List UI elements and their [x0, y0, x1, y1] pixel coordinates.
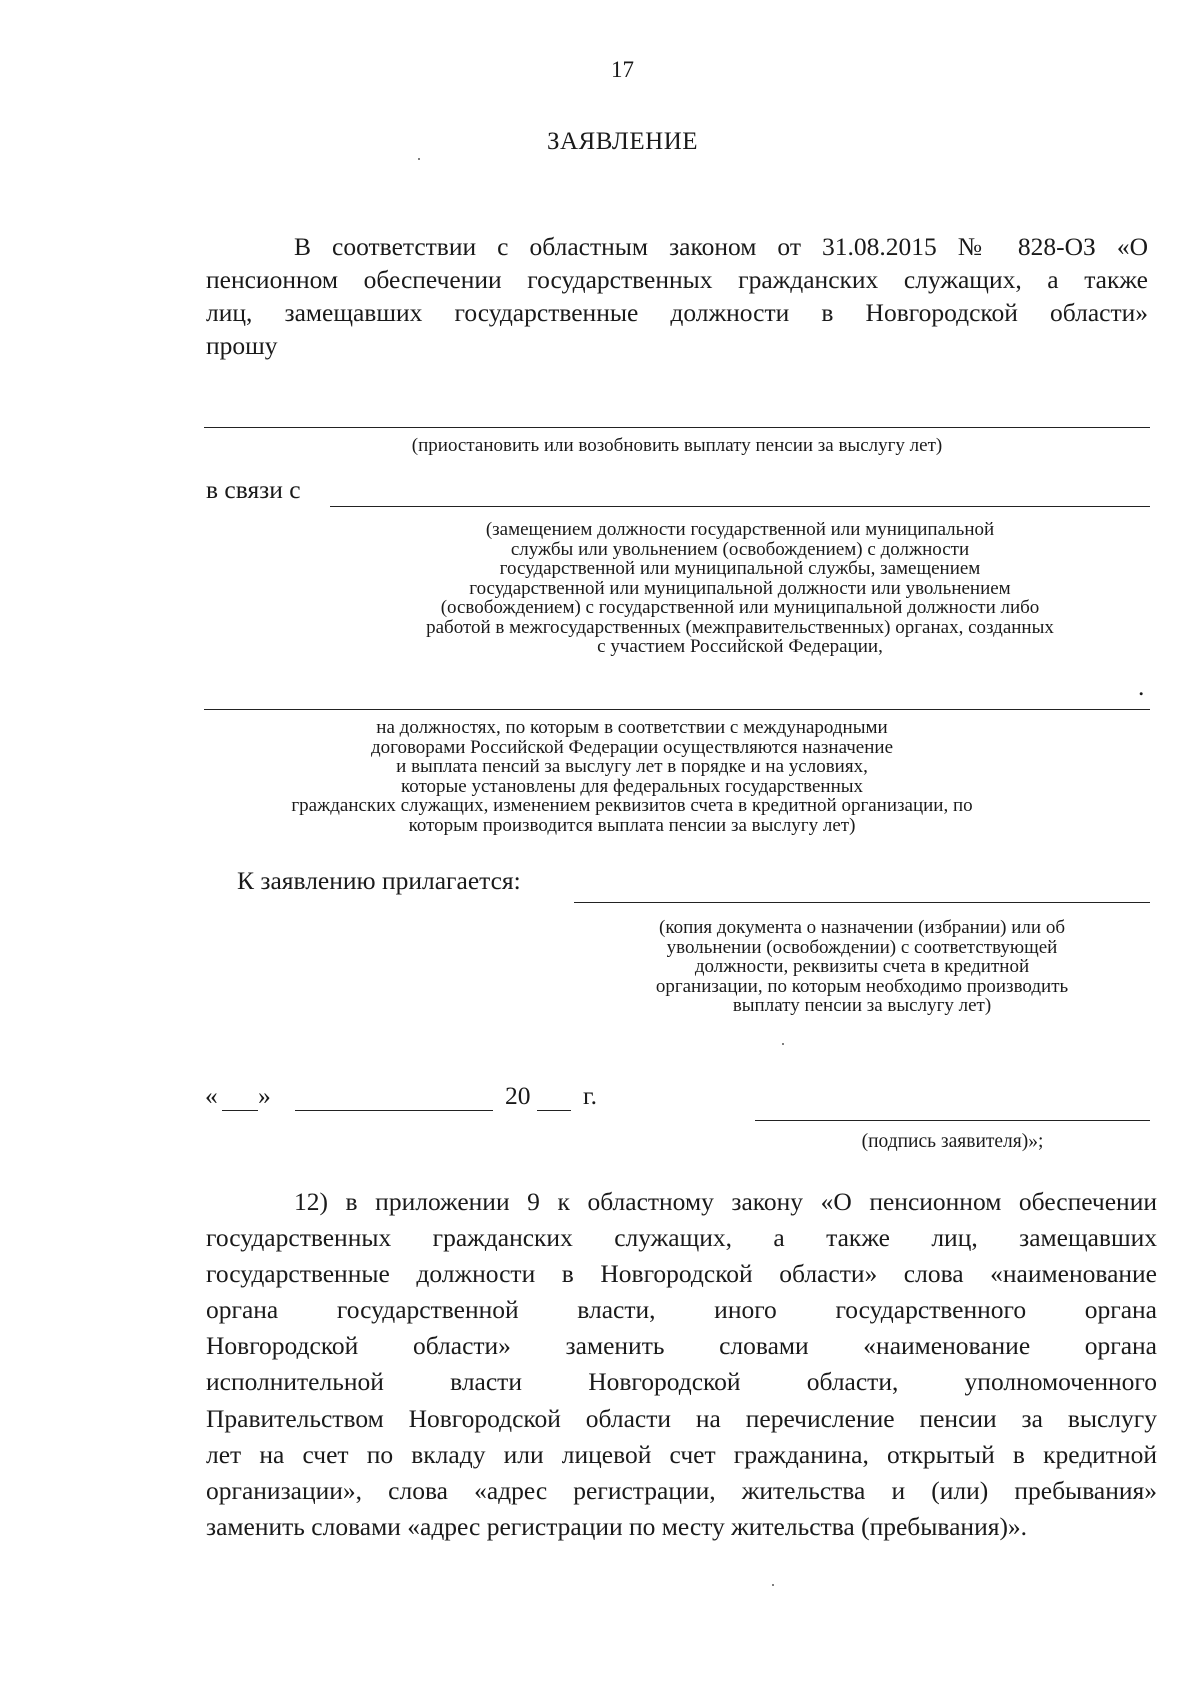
- positions-hint-line: гражданских служащих, изменением реквизитов счета в кредитной организации, по: [291, 795, 973, 816]
- reason-hint-line: с участием Российской Федерации,: [597, 636, 883, 657]
- attachment-hint-line: увольнении (освобождении) с соответствующей: [666, 936, 1058, 958]
- reason-hint-line: работой в межгосударственных (межправительственных) органах, созданных: [426, 616, 1054, 638]
- signature-blank-line[interactable]: [755, 1120, 1150, 1121]
- attachment-blank-line[interactable]: [574, 902, 1150, 903]
- year-blank-line[interactable]: [537, 1110, 571, 1111]
- positions-hint-line: на должностях, по которым в соответствии с международными: [376, 717, 888, 738]
- reason-hint-line: государственной или муниципальной службы, замещением: [499, 558, 981, 579]
- scan-speck: [782, 1043, 784, 1045]
- request-hint: (приостановить или возобновить выплату пенсии за выслугу лет): [411, 435, 943, 456]
- trailing-dot: .: [1138, 672, 1145, 701]
- date-close-quote: »: [258, 1081, 271, 1110]
- amendment-line: организации», слова «адрес регистрации, жительства и (или) пребывания»: [206, 1475, 1157, 1505]
- reason-blank-line[interactable]: [330, 506, 1150, 507]
- attachment-label: К заявлению прилагается:: [237, 866, 521, 895]
- positions-blank-line[interactable]: [204, 709, 1150, 710]
- positions-hint-line: договорами Российской Федерации осуществляются назначение: [370, 736, 894, 758]
- intro-paragraph: [206, 230, 1148, 362]
- amendment-line: 12) в приложении 9 к областному закону «О пенсионном обеспечении: [294, 1187, 1157, 1216]
- day-blank-line[interactable]: [222, 1110, 258, 1111]
- page-number: 17: [611, 57, 634, 82]
- intro-line: пенсионном обеспечении государственных гражданских служащих, а также: [206, 265, 1148, 294]
- attachment-hint-line: организации, по которым необходимо производить: [655, 975, 1069, 997]
- scan-speck: [418, 158, 420, 160]
- amendment-line: государственных гражданских служащих, а также лиц, замещавших: [206, 1223, 1157, 1253]
- amendment-line: исполнительной власти Новгородской области, уполномоченного: [206, 1367, 1157, 1397]
- attachment-hint-line: должности, реквизиты счета в кредитной: [694, 956, 1030, 977]
- reason-hint-line: (освобождением) с государственной или муниципальной должности либо: [440, 597, 1040, 618]
- reason-hint: [330, 520, 1150, 657]
- amendment-line: лет на счет по вкладу или лицевой счет гражданина, открытый в кредитной: [206, 1439, 1157, 1469]
- date-open-quote: «: [205, 1081, 218, 1110]
- signature-hint: (подпись заявителя)»;: [861, 1131, 1044, 1152]
- amendment-paragraph: [206, 1184, 1157, 1545]
- amendment-line: Правительством Новгородской области на перечисление пенсии за выслугу: [206, 1403, 1157, 1433]
- positions-hint: [204, 718, 1150, 835]
- reason-hint-line: (замещением должности государственной или муниципальной: [485, 519, 995, 540]
- intro-line: лиц, замещавших государственные должности в Новгородской области»: [206, 298, 1148, 327]
- intro-line: В соответствии с областным законом от 31.08.2015 № 828-ОЗ «О: [294, 232, 1148, 261]
- amendment-line: заменить словами «адрес регистрации по месту жительства (пребывания)».: [206, 1511, 1028, 1541]
- amendment-line: органа государственной власти, иного государственного органа: [206, 1295, 1157, 1325]
- attachment-hint-line: (копия документа о назначении (избрании) или об: [659, 917, 1065, 938]
- reason-hint-line: службы или увольнением (освобождением) с должности: [510, 538, 970, 560]
- attachment-hint: [574, 918, 1150, 1016]
- positions-hint-line: которые установлены для федеральных государственных: [400, 775, 864, 797]
- positions-hint-line: и выплата пенсий за выслугу лет в порядке и на условиях,: [396, 756, 868, 777]
- month-blank-line[interactable]: [295, 1110, 493, 1111]
- positions-hint-line: которым производится выплата пенсии за выслугу лет): [408, 814, 856, 836]
- year-suffix: г.: [583, 1081, 597, 1110]
- attachment-hint-line: выплату пенсии за выслугу лет): [732, 995, 992, 1016]
- document-title: ЗАЯВЛЕНИЕ: [546, 128, 699, 155]
- scan-speck: [772, 1584, 774, 1586]
- year-prefix: 20: [505, 1081, 531, 1110]
- due-to-label: в связи с: [206, 475, 301, 504]
- amendment-line: Новгородской области» заменить словами «наименование органа: [206, 1331, 1157, 1361]
- amendment-line: государственные должности в Новгородской области» слова «наименование: [206, 1259, 1157, 1289]
- intro-line: прошу: [206, 331, 278, 360]
- reason-hint-line: государственной или муниципальной должности или увольнением: [469, 577, 1011, 599]
- request-blank-line[interactable]: [204, 427, 1150, 428]
